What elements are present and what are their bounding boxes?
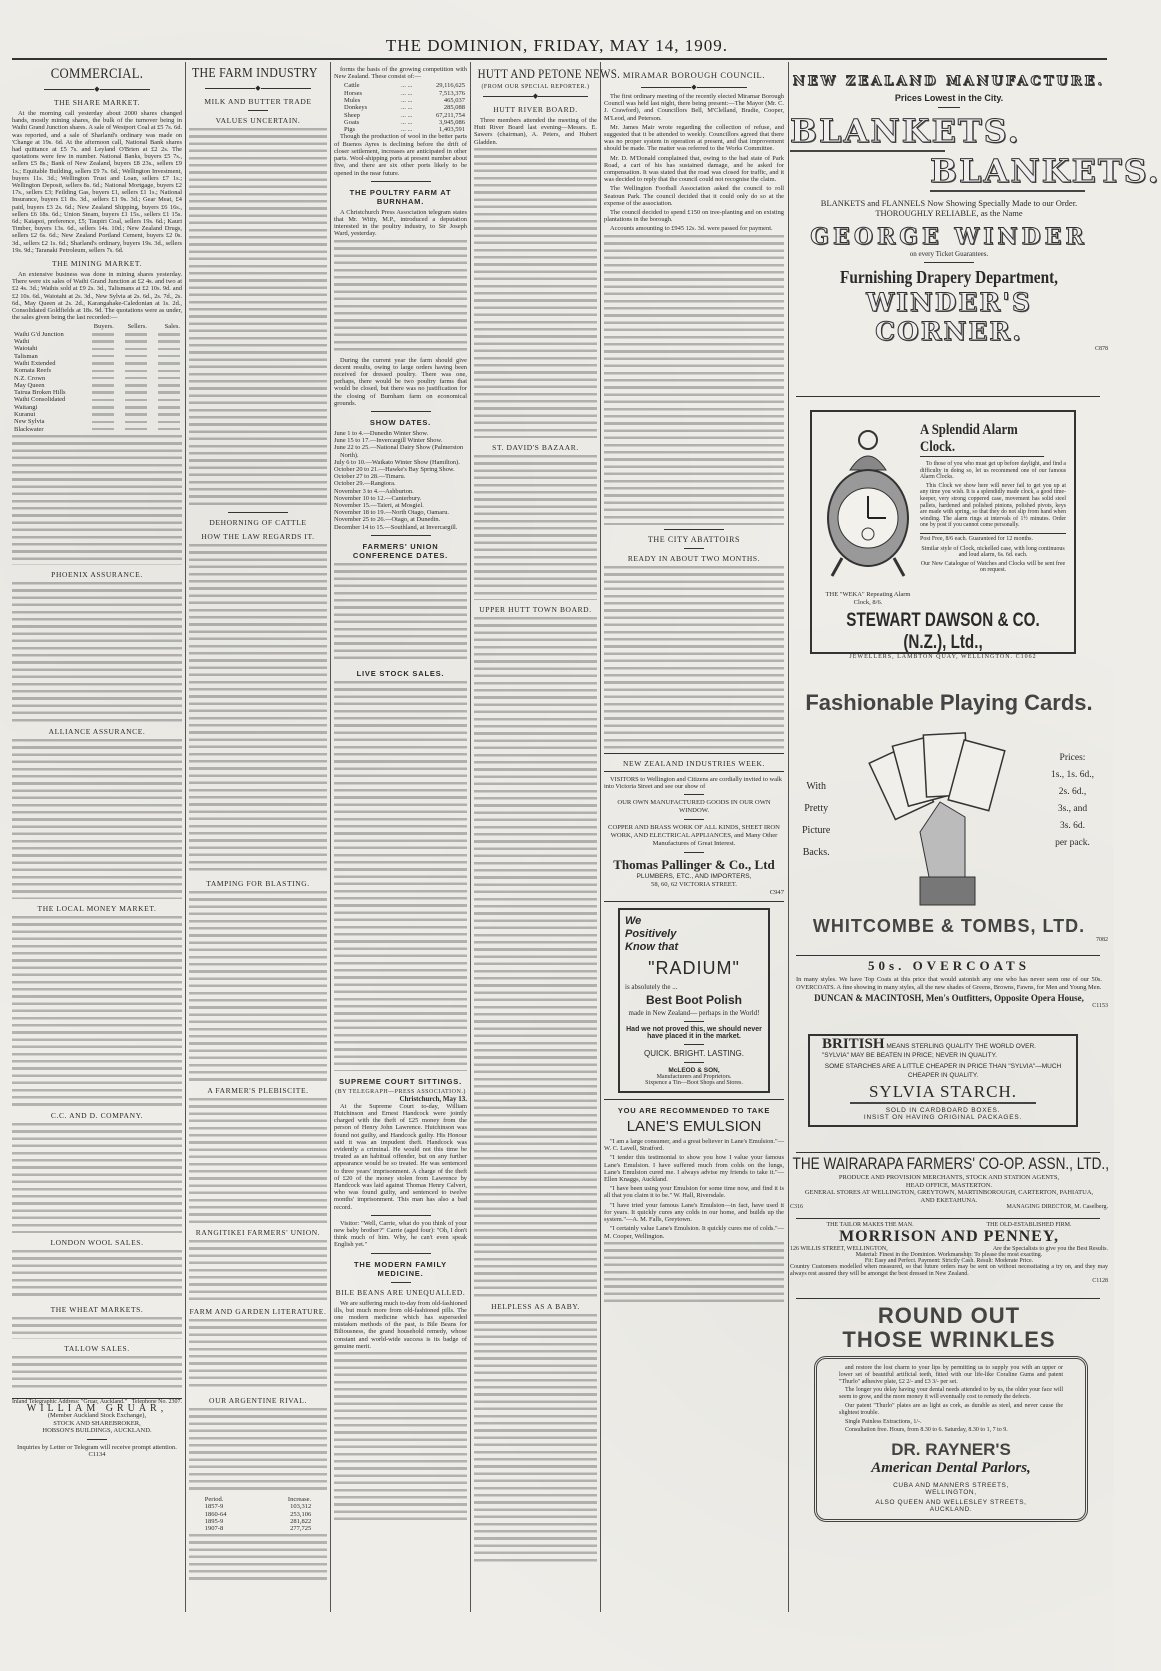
livestock-count: 465,037 [443,97,465,104]
quote-cell [83,367,116,374]
quote-cell [149,396,182,403]
livestock-name: Cattle [344,82,360,90]
hand-holding-cards-icon [870,722,1020,918]
article-subheading: HOW THE LAW REGARDS IT. [201,532,315,541]
article-text-block [334,1352,467,1522]
livestock-table [334,82,467,133]
sylvia-starch-ad: BRITISH MEANS STERLING QUALITY THE WORLD OVER. "SYLVIA" MAY BE BEATEN IN PRICE; NEVER IN QUALITY. SOME STARCHES ARE A LITTLE CHEAPER IN PRICE THAN "SYLVIA"—MUCH CHEAPER IN QUALITY. SYLVIA STARCH. SOLD IN CARDBOARD BOXES. INSIST ON HAVING ORIGINAL PACKAGES. [808,1034,1078,1127]
quote-cell [116,338,149,345]
table-row [203,1525,313,1532]
company-name: Kuranui [14,411,36,419]
article-text: The Wellington Football Association asked the council to roll Seatoun Park. The council decided that it could only do so at the expense of the association. [604,185,784,207]
dots: ... ... [401,111,413,119]
livestock-count: 1,403,591 [439,126,465,134]
table-row [12,382,182,389]
article-heading: THE POULTRY FARM AT BURNHAM. [349,187,452,206]
table-row [334,126,467,133]
quote-cell [149,367,182,374]
article-heading: HELPLESS AS A BABY. [491,1301,580,1311]
quote-cell [116,426,149,433]
article-text-block [334,563,467,663]
article-heading: LONDON WOOL SALES. [50,1237,144,1247]
list-item: June 15 to 17.—Invercargill Winter Show. [334,437,443,445]
quote-cell [83,396,116,403]
article-heading: PHOENIX ASSURANCE. [51,569,143,579]
list-item: June 22 to 25.—National Dairy Show (Palmerston North). [334,444,464,459]
table-row [12,345,182,352]
article-subheading: BILE BEANS ARE UNEQUALLED. [335,1287,466,1297]
section-title: MIRAMAR BOROUGH COUNCIL. [622,70,766,80]
column-divider [330,62,331,1612]
quote-cell [149,389,182,396]
article-heading: THE WHEAT MARKETS. [50,1304,144,1314]
article-heading: FARMERS' UNION CONFERENCE DATES. [352,541,449,560]
article-text-block [189,128,327,508]
morrison-penney-ad: THE TAILOR MAKES THE MAN. THE OLD-ESTABLISHED FIRM. MORRISON AND PENNEY, 126 WILLIS STREET, WELLINGTON, Are the Specialists to give you the Best Results. Material: Finest in the Dominion. Workmanship: To please the most exacting. Fit: Easy and Perfect. Payment: Strictly Cash. Result: Moderate Price. Country Customers modelled when measured, so that future orders may be sent on without necessitating a try on, and they may always rest assured they will be amongst the best dressed in New Zealand. C1128 [790,1222,1108,1284]
period: 1860-64 [204,1510,227,1518]
article-heading: ALLIANCE ASSURANCE. [48,726,146,736]
article-heading: ST. DAVID'S BAZAAR. [492,442,579,452]
column-hutt-petone: HUTT AND PETONE NEWS. (FROM OUR SPECIAL REPORTER.) ◆ HUTT RIVER BOARD. Three members attended the meeting of the Hutt River Board last evening—Messrs. E. Sawers (chairman), A. Peters, and Hubert Gladden. ST. DAVID'S BAZAAR. UPPER HUTT TOWN BOARD. HELPLESS AS A BABY. [474,62,597,1566]
table-row [203,1503,313,1510]
dateline: Christchurch, May 13. [399,1094,467,1103]
table-row [12,375,182,382]
article-text-block [12,1123,182,1233]
article-heading: TAMPING FOR BLASTING. [206,879,310,888]
livestock-name: Pigs [344,126,356,134]
alarm-clock-icon [824,426,912,586]
quote-cell [116,367,149,374]
article-text-block [12,1317,182,1339]
dots: ... ... [401,89,413,97]
table-row [12,404,182,411]
article-text-block [189,1408,327,1494]
increase-table: Period. Increase. 1857-9 103,312 1860-64 253,106 1895-9 281,822 1907-8 277,725 [204,1496,312,1533]
article-text-block [474,617,597,1297]
table-row [12,367,182,374]
quote-cell [149,331,182,338]
card-price: 3s. 6d. [1059,821,1086,831]
company-name: New Sylvia [14,418,45,426]
quote-cell [116,389,149,396]
quote-cell [83,411,116,418]
company-name: Talisman [14,352,38,360]
quote-cell [116,382,149,389]
column-commercial [12,62,182,1459]
article-heading: HUTT RIVER BOARD. [493,105,578,114]
table-row [12,338,182,345]
card-price: Prices: [1059,753,1086,763]
livestock-name: Goats [344,118,360,126]
company-name: May Queen [14,381,45,389]
quote-cell [149,375,182,382]
livestock-name: Donkeys [344,104,368,112]
gruar-ad: WILLIAM GRUAR, (Member Auckland Stock Exchange), STOCK AND SHAREBROKER, HOBSON'S BUILDINGS, AUCKLAND. Inquiries by Letter or Telegram will receive prompt attention. C1134 [17,1402,177,1459]
quote-cell [116,418,149,425]
column-farm-industry: THE FARM INDUSTRY ◆ MILK AND BUTTER TRADE VALUES UNCERTAIN. DEHORNING OF CATTLE HOW THE LAW REGARDS IT. TAMPING FOR BLASTING. A FARMER'S PLEBISCITE. RANGITIKEI FARMERS' UNION. FARM AND GARDEN LITERATURE. OUR ARGENTINE RIVAL. Period. Increase. 1857-9 103,312 1860-64 253,106 1895-9 281,822 1907-8 277,725 [189,62,327,1586]
livestock-count: 7,513,376 [439,89,465,97]
article-heading: DEHORNING OF CATTLE [209,518,307,527]
company-name: Blackwater [14,425,44,433]
article-heading: THE CITY ABATTOIRS [647,534,741,544]
increase: 277,725 [290,1525,312,1533]
article-text-block [12,582,182,722]
article-heading: LIVE STOCK SALES. [356,668,445,678]
article-heading: THE MODERN FAMILY MEDICINE. [354,1259,447,1278]
quote-cell [116,375,149,382]
article-text: The council decided to spend £150 on tree-planting and on existing plantations in the borough. [604,209,784,224]
dots: ... ... [401,104,413,112]
article-heading: SUPREME COURT SITTINGS. [339,1076,462,1086]
article-text-block [189,1534,327,1584]
article-heading: RANGITIKEI FARMERS' UNION. [195,1228,321,1237]
list-item: December 14 to 15.—Southland, at Invercargill. [334,523,458,531]
table-row [334,82,467,89]
list-item: November 15.—Taieri, at Mosgiel. [334,501,424,509]
card-feature: Backs. [802,847,830,858]
article-text: During the current year the farm should give decent results, owing to large orders having been received for dressed poultry. There was one, perhaps, there would be two poultry farms that would be closed, but there was no justification for the closing of Burnham farm on economical grounds. [334,356,467,407]
column-divider [788,62,789,1612]
quote-cell [83,345,116,352]
table-row [334,104,467,111]
table-row [334,119,467,126]
article-text-block [189,544,327,874]
period: 1907-8 [204,1525,224,1533]
dots: ... ... [401,118,413,126]
dots: ... ... [401,126,413,134]
dr-rayner-dental-ad: ROUND OUT THOSE WRINKLES and restore the lost charm to your lips by permitting us to supply you with an upper or lower set of beautiful artificial teeth, fitted with our life-like Coraline Gums and patent "Thurlo" adhesive plate, £2 2/- and £3 3/- per set. The longer you delay having your dental needs attended to by us, the older your face will seem to grow, and the more money it will eventually cost to remedy the defects. Our patent "Thurlo" plates are as light as cork, as durable as steel, and never cause the slightest trouble. Single Painless Extractions, 1/-. Consultation free. Hours, from 8.30 to 6. Saturday, 8.30 to 1, 7 to 9. DR. RAYNER'S American Dental Parlors, CUBA AND MANNERS STREETS, WELLINGTON, ALSO QUEEN AND WELLESLEY STREETS, AUCKLAND. [790,1304,1108,1522]
radium-polish-ad: We Positively Know that "RADIUM" is absolutely the ... Best Boot Polish made in New Zealand— perhaps in the World! Had we not proved this, we should never have placed it in the market. QUICK. BRIGHT. LASTING. McLEOD & SON, Manufacturers and Proprietors. Sixpence a Tin—Boot Shops and Stores. [618,908,770,1093]
list-item: November 3 to 4.—Ashburton. [334,487,414,495]
quote-cell [149,382,182,389]
ad-heading: NEW ZEALAND INDUSTRIES WEEK. [623,758,765,768]
livestock-count: 67,211,754 [435,111,465,119]
article-text: At the morning call yesterday about 2000 shares changed hands, mostly mining shares, the bulk of the turnover being in Waihi Grand Junction shares. A sale of Westport Coal at £5 7s. 6d. was reported, and a sale of Sharland's ordinary was made on 'Change at 19s. 6d. At the afternoon call, National Bank shares had quittance at £5 7s. and Leyland O'Brien at £2 2s. The quotations were few in number. National Banks, buyers £5 7s., sellers £5 8s.; Bank of New Zealand, buyers £8 23s., sellers £9 1s.; Equitable Building, sellers £9 7s. 6d.; Wellington Investment, buyers 11s. 3d.; Wellington Trust and Loan, sellers £7 1s.; Wellington Deposit, sellers 8s. 6d.; National Mortgage, buyers £2 17s., sellers £3; Feilding Gas, buyers £1, sellers £1 1s.; National Insurance, buyers £1 8s. 3d., sellers £1 9s. 3d.; Gear Meat, £4 paid, buyers £3 2s. 6d.; New Zealand Shipping, buyers £6 16s., sellers £6 18s. 6d.; Union Steam, buyers £1 15s., sellers £1 15s. 6d.; Kaiapoi, preference, £5; Taupiri Coal, sellers 19s. 6d.; Kauri Timber, buyers 13s. 6d., sellers 14s. 10d.; New Zealand Drugs, sellers £2 6s. 6d.; New Zealand Portland Cement, buyers £2 0s. 3d., sellers £2 1s. 6d.; Sharland's ordinary, buyers 19s. 3d., sellers 19s. 9d.; Taranaki Petroleum, sellers 7s. 6d. [12,110,182,254]
quote-cell [83,382,116,389]
table-row [203,1518,313,1525]
list-item: July 6 to 10.—Waikato Winter Show (Hamilton). [334,458,460,466]
column-divider [185,62,186,1612]
quote-cell [149,426,182,433]
article-heading: THE LOCAL MONEY MARKET. [37,903,157,913]
section-title: COMMERCIAL. [50,66,144,82]
section-title: HUTT AND PETONE NEWS. [477,66,621,81]
alarm-clock-ad: THE "WEKA" Repeating Alarm Clock, 8/6. A Splendid Alarm Clock. To those of you who must get up before daylight, and find a difficulty in doing so, let us recommend one of our famous Alarm Clocks. This Clock we show here will never fail to get you up at any time you wish. It is a splendidly made clock, a good time-keeper, very strong coppered case, movement has solid steel pallets, hardened and polished pinions, polished pivots, keys are made with spring, so that they do not slip from hand when winding. The alarm rings at intervals of 1½ minutes. Order one by post if you cannot come personally. Post Free, 8/6 each. Guaranteed for 12 months. Similar style of Clock, nickelled case, with long continuous and loud alarm, 6s. 6d. each. Our New Catalogue of Watches and Clocks will be sent free on request. STEWART DAWSON & CO. (N.Z.), Ltd., JEWELLERS, LAMBTON QUAY, WELLINGTON. C1062 [810,410,1076,654]
table-row [12,360,182,367]
article-text-block [474,1314,597,1564]
quote-cell [149,411,182,418]
article-subheading: READY IN ABOUT TWO MONTHS. [627,553,761,563]
pallinger-ad: VISITORS to Wellington and Citizens are cordially invited to walk into Victoria Street and see our show of OUR OWN MANUFACTURED GOODS IN OUR OWN WINDOW. COPPER AND BRASS WORK OF ALL KINDS, SHEET IRON WORK, AND ELECTRICAL APPLIANCES, and Many Other Manufactures of Great Interest. Thomas Pallinger & Co., Ltd PLUMBERS, ETC., AND IMPORTERS, 58, 60, 62 VICTORIA STREET. C947 [604,775,784,897]
quote-cell [149,345,182,352]
list-item: June 1 to 4.—Dunedin Winter Show. [334,429,429,437]
livestock-name: Sheep [344,111,360,119]
wairarapa-farmers-ad: THE WAIRARAPA FARMERS' CO-OP. ASSN., LTD., PRODUCE AND PROVISION MERCHANTS, STOCK AND STATION AGENTS, HEAD OFFICE, MASTERTON. GENERAL STORES AT WELLINGTON, GREYTOWN, MARTINBOROUGH, CARTERTON, PAHIATUA, AND EKETAHUNA. C316 MANAGING DIRECTOR, M. Caselberg. [790,1154,1109,1211]
quote-cell [83,404,116,411]
article-heading: OUR ARGENTINE RIVAL. [209,1396,307,1405]
quote-cell [83,418,116,425]
article-text-block [12,1356,182,1392]
livestock-count: 285,088 [443,104,465,112]
quote-cell [83,360,116,367]
table-row [12,418,182,425]
article-text-block [12,435,182,565]
article-heading: THE MINING MARKET. [51,259,143,269]
article-text: Mr. D. M'Donald complained that, owing to the bad state of Park Road, a cart of his has sustained damage, and he asked for compensation. It was stated that the road was closed for traffic, and it was decided to reply that the council could not recognise the claim. [604,154,784,184]
article-text: Mr. James Mair wrote regarding the collection of refuse, and suggested that it be attended to weekly. Councillors agreed that there was no proper system in operation at present, and that improvement should be made. The matter was referred to the Works Committee. [604,123,784,153]
masthead-rule [12,58,1107,60]
article-heading: SHOW DATES. [369,417,432,427]
column-farm-continued [334,62,467,1524]
column-divider [600,62,601,1612]
quote-cell [83,353,116,360]
period: 1895-9 [204,1517,224,1525]
quote-cell [116,411,149,418]
company-name: Waitangi [14,403,38,411]
article-text: forms the basis of the growing competition with New Zealand. These consist of:— [334,66,467,81]
column-miramar: MIRAMAR BOROUGH COUNCIL. ◆ The first ordinary meeting of the recently elected Miramar Borough Council was held last night, there being present:—The Mayor (Mr. C. J. Crawford), and Councillors Bell, M'Clelland, Bradie, Cooper, M'Leod, and Peterson. Mr. James Mair wrote regarding the collection of refuse, and suggested that it be attended to weekly. Councillors agreed that there was no proper system in operation at present, and that improvement should be made. The matter was referred to the Works Committee. Mr. D. M'Donald complained that, owing to the bad state of Park Road, a cart of his has sustained damage, and he asked for compensation. It was stated that the road was closed for traffic, and it was decided to reply that the council could not recognise the claim. The Wellington Football Association asked the council to roll Seatoun Park. The council decided that it could only do so at the expense of the association. The council decided to spend £150 on tree-planting and on existing plantations in the borough. Accounts amounting to £945 12s. 3d. were passed for payment. THE CITY ABATTOIRS READY IN ABOUT TWO MONTHS. NEW ZEALAND INDUSTRIES WEEK. VISITORS to Wellington and Citizens are cordially invited to walk into Victoria Street and see our show of OUR OWN MANUFACTURED GOODS IN OUR OWN WINDOW. COPPER AND BRASS WORK OF ALL KINDS, SHEET IRON WORK, AND ELECTRICAL APPLIANCES, and Many Other Manufactures of Great Interest. Thomas Pallinger & Co., Ltd PLUMBERS, ETC., AND IMPORTERS, 58, 60, 62 VICTORIA STREET. C947 We Positively Know that "RADIUM" is absolutely the ... Best Boot Polish made in New Zealand— perhaps in the World! Had we not proved this, we should never have placed it in the market. QUICK. BRIGHT. LASTING. McLEOD & SON, Manufacturers and Proprietors. Sixpence a Tin—Boot Shops and Stores. YOU ARE RECOMMENDED TO TAKE LANE'S EMULSION "I am a large consumer, and a great believer in Lane's Emulsion."—W. C. Lavell, Stratford. "I tender this testimonial to show you how I value your famous Lane's Emulsion. I have suffered much from colds on the lungs, Lane's Emulsion cured me. I always advise my friends to take it."—Ellen Knaggs, Auckland. "I have been using your Emulsion for some time now, and find it is all that you claim it to be." W. Hall, Riversdale. "I have tried your famous Lane's Emulsion—in fact, have used it for years. It quickly cures any colds in our home, and builds up the system."—A. M. Falls, Greytown. "I certainly value Lane's Emulsion. It quickly cures me of colds."—M. Cooper, Wellington. [604,62,784,1304]
company-name: Tairua Broken Hills [14,389,66,397]
article-text-block [474,455,597,600]
article-text: Visitor: "Well, Carrie, what do you think of your new baby brother?" Carrie (aged four): "Oh, I don't think much of him. Why, he can't even speak English yet." [334,1219,467,1249]
article-heading: C.C. AND D. COMPANY. [50,1110,144,1120]
livestock-name: Horses [344,89,363,97]
card-price: 2s. 6d., [1058,787,1087,797]
table-row [334,97,467,104]
list-item: October 20 to 21.—Hawke's Bay Spring Show. [334,465,455,473]
quote-cell [116,396,149,403]
column-divider [470,62,471,1612]
winder-blankets-ad: NEW ZEALAND MANUFACTURE. Prices Lowest in the City. BLANKETS. BLANKETS. BLANKETS and FLANNELS Now Showing Specially Made to our Order. THOROUGHLY RELIABLE, as the Name GEORGE WINDER on every Ticket Guarantees. Furnishing Drapery Department, WINDER'S CORNER. C878 [790,74,1161,352]
byline: (BY TELEGRAPH—PRESS ASSOCIATION.) [335,1088,466,1095]
livestock-count: 3,945,086 [439,118,465,126]
quote-cell [83,375,116,382]
article-text-block [474,148,597,438]
article-text-block [12,1250,182,1300]
table-row [12,353,182,360]
article-text: At the Supreme Court to-day, William Hutchinson and Ernest Handcock were jointly charged with the theft of £25 money from the person of Henry John Lawrence. Hutchinson was found not guilty, and Handcock guilty. His Honour said it was an impudent theft. Handcock was evidently a criminal. He would not this time be treated as an habitual offender, but on any further appearance would be so treated. He was sentenced to three years' imprisonment. A charge of the theft of £20 of the money stolen from Lawrence by Handcock was laid against Thomas Henry Calvert, who was found guilty, and sentenced to twelve months' imprisonment. This man has also a bad record. [334,1102,467,1211]
article-text: We are suffering much to-day from old-fashioned ills, but much more from old-fashioned pills. The one modern medicine which has superseded mistaken methods of the past, is Bile Beans for Biliousness, the grand household remedy, whose constant and world-wide success is its badge of genuine merit. [334,1299,467,1350]
quote-cell [116,353,149,360]
show-dates-list [334,430,467,531]
table-row [12,331,182,338]
article-heading: A FARMER'S PLEBISCITE. [207,1086,309,1095]
quote-cell [116,331,149,338]
company-name: Waihi Consolidated [14,396,66,404]
lanes-emulsion-ad: YOU ARE RECOMMENDED TO TAKE LANE'S EMULSION "I am a large consumer, and a great believer in Lane's Emulsion."—W. C. Lavell, Stratford. "I tender this testimonial to show you how I value your famous Lane's Emulsion. I have suffered much from colds on the lungs, Lane's Emulsion cured me. I always advise my friends to take it."—Ellen Knaggs, Auckland. "I have been using your Emulsion for some time now, and find it is all that you claim it to be." W. Hall, Riversdale. "I have tried your famous Lane's Emulsion—in fact, have used it for years. It quickly cures any colds in our home, and builds up the system."—A. M. Falls, Greytown. "I certainly value Lane's Emulsion. It quickly cures me of colds."—M. Cooper, Wellington. [604,1106,784,1302]
card-price: 3s., and [1057,804,1088,814]
article-text-block [189,891,327,1081]
list-item: November 10 to 12.—Canterbury. [334,494,422,502]
ornament-rule: ◆ [12,85,182,93]
article-text-block [334,681,467,1071]
article-heading: UPPER HUTT TOWN BOARD. [479,604,592,614]
article-text: Accounts amounting to £945 12s. 3d. were passed for payment. [610,225,773,233]
company-name: Waihi Extended [14,359,56,367]
list-item: November 25 to 26.—Otago, at Dunedin. [334,516,441,524]
increase: 103,312 [290,1503,312,1511]
byline: (FROM OUR SPECIAL REPORTER.) [481,84,590,90]
increase: 253,106 [290,1510,312,1518]
company-name: Waihi [14,338,30,346]
quote-cell [149,338,182,345]
article-text-block [12,916,182,1106]
article-heading: THE SHARE MARKET. [53,98,141,107]
quote-cell [116,360,149,367]
card-price: 1s., 1s. 6d., [1050,770,1094,780]
table-row [334,90,467,97]
card-price: per pack. [1055,838,1090,848]
company-name: Waihi G'd Junction [14,330,64,338]
quote-cell [149,404,182,411]
dots: ... ... [401,82,413,90]
article-text-block [189,1240,327,1302]
article-heading: FARM AND GARDEN LITERATURE. [189,1307,327,1316]
article-text-block [604,566,784,751]
dots: ... ... [401,97,413,104]
quote-cell [83,389,116,396]
table-row [12,389,182,396]
overcoats-ad: 50s. OVERCOATS In many styles. We have Top Coats at this price that would astonish any one who has never seen one of our 50s. OVERCOATS. A fine showing in many styles, all the new shades of Greens, Browns, Fawns, for Men and Young Men. DUNCAN & MACINTOSH, Men's Outfitters, Opposite Opera House, C1153 [796,958,1108,1010]
gruar-ad-header: Inland Telegraphic Address: "Gruar, Auckland." Telephone No. 2307. [12,1398,182,1405]
table-row [334,112,467,119]
article-heading: MILK AND BUTTER TRADE [204,97,312,106]
article-text: An extensive business was done in mining shares yesterday. There were six sales of Waihi Grand Junction at £2 4s. and two at £2 4s. 3d.; Waihis sold at £9 2s. 3d., Talismans at £2 10s. 9d. and £2 10s. 6d., Waiotahi at 2s. 3d., New Sylvia at 2s. 6d., 2s. 7d., 2s. 6d., May Queen at 2s. 2d., Karangahake-Caledonian at 1s. 2d., Consolidated Goldfields at 18s. 9d. The quotations were as under, the sales given being the last recorded:— [12,271,182,322]
quote-cell [116,345,149,352]
article-text-block [604,235,784,525]
article-text: The first ordinary meeting of the recently elected Miramar Borough Council was held last night, there being present:—The Mayor (Mr. C. J. Crawford), and Councillors Bell, M'Clelland, Bradie, Cooper, M'Leod, and Peterson. [604,93,784,122]
quote-cell [149,353,182,360]
list-item: October 27 to 28.—Timaru. [334,473,406,481]
period: 1857-9 [204,1503,224,1511]
article-subheading: VALUES UNCERTAIN. [215,116,301,125]
article-text: Three members attended the meeting of the Hutt River Board last evening—Messrs. E. Sawers (chairman), A. Peters, and Hubert Gladden. [474,117,597,146]
playing-cards-ad: Fashionable Playing Cards. With Pretty Picture Backs. Prices: 1s., 1s. 6d., 2s. 6d., 3s., and 3s. 6d. per pack. WHITCOMBE & TOMBS, LTD. 7082 [802,690,1108,943]
article-text-block [334,240,467,355]
company-name: N.Z. Crown [14,374,46,382]
quote-cell [83,331,116,338]
card-feature: With [806,781,826,792]
company-name: Komata Reefs [14,367,52,375]
article-text-block [12,739,182,899]
table-row [203,1511,313,1518]
list-item: October 29.—Rangiora. [334,480,396,488]
livestock-name: Mules [344,97,361,104]
list-item: November 18 to 19.—North Otago, Oamaru. [334,509,450,517]
table-row [12,411,182,418]
card-feature: Pretty [804,803,829,814]
article-text-block [189,1098,327,1223]
quote-cell [149,360,182,367]
mining-quotations-table: Buyers. Sellers. Sales. Waihi G'd Junction Waihi Waiotahi Talisman Waihi Extended Komata Reefs N.Z. Crown May Queen Tairua Broken Hills Waihi Consolidated Waitangi Kuranui New Sylvia Blackwater [14,323,180,433]
article-text-block [189,1319,327,1391]
table-row [12,426,182,433]
masthead: THE DOMINION, FRIDAY, MAY 14, 1909. [385,36,729,55]
table-row [12,396,182,403]
article-heading: TALLOW SALES. [64,1343,130,1353]
quote-cell [149,418,182,425]
radium-brand: "RADIUM" [648,958,740,979]
card-feature: Picture [802,825,831,836]
quote-cell [116,404,149,411]
increase: 281,822 [290,1517,312,1525]
article-text: Though the production of wool in the better parts of Buenos Ayres is declining before the drift of closer settlement, increases are anticipated in other parts. Wool-shipping ports at present number about five, and there are six other ports likely to be opened in the near future. [334,133,467,177]
article-text: A Christchurch Press Association telegram states that Mr. Witty, M.P., introduced a deputation interested in the poultry industry, to Sir Joseph Ward, yesterday. [334,208,467,238]
company-name: Waiotahi [14,345,38,353]
quote-cell [83,426,116,433]
livestock-count: 29,116,625 [435,82,465,90]
section-title: THE FARM INDUSTRY [191,66,318,81]
quote-cell [83,338,116,345]
